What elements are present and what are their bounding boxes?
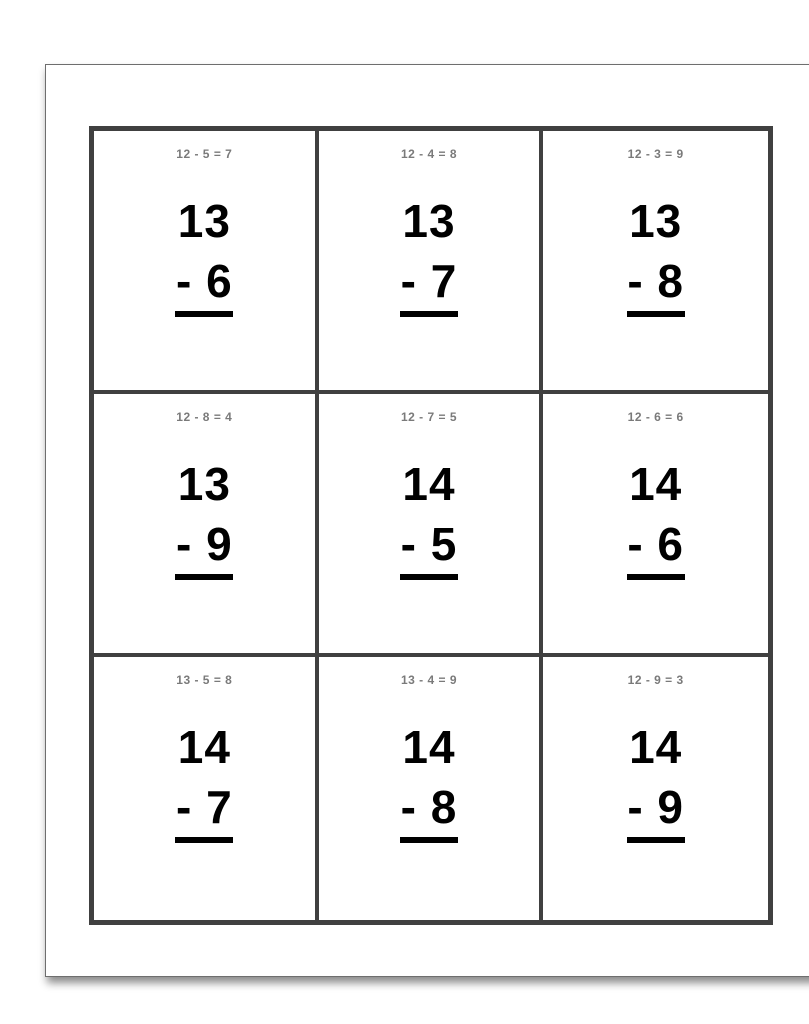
subtraction-problem [543,193,768,317]
minuend: 13 [629,195,683,247]
subtraction-problem [319,193,540,317]
flashcard [94,657,319,920]
answer-line [400,837,458,843]
subtrahend: - 8 [400,781,458,833]
flashcard [543,131,768,394]
minuend: 14 [629,721,683,773]
subtrahend: - 7 [400,255,458,307]
answer-line [627,311,685,317]
subtrahend: - 8 [627,255,684,307]
flashcard [319,657,544,920]
subtrahend: - 9 [175,518,233,570]
answer-line [627,574,685,580]
card-hint: 12 - 7 = 5 [400,410,458,424]
card-hint: 13 - 5 = 8 [176,673,233,687]
flashcard [94,394,319,657]
card-hint: 12 - 8 = 4 [176,410,233,424]
minuend: 14 [177,721,231,773]
flashcard [94,131,319,394]
subtrahend: - 9 [627,781,684,833]
subtrahend: - 5 [400,518,458,570]
flashcard [543,657,768,920]
answer-line [175,574,233,580]
minuend: 14 [402,458,456,510]
flashcard [543,394,768,657]
minuend: 13 [177,458,231,510]
answer-line [400,311,458,317]
card-hint: 12 - 4 = 8 [400,147,458,161]
flashcard [319,131,544,394]
card-hint: 12 - 9 = 3 [627,673,684,687]
answer-line [627,837,685,843]
card-hint: 12 - 6 = 6 [627,410,684,424]
answer-line [175,837,233,843]
card-hint: 12 - 5 = 7 [176,147,233,161]
flashcard-grid [89,126,773,925]
subtraction-problem [319,456,540,580]
minuend: 14 [629,458,683,510]
subtraction-problem [94,719,315,843]
answer-line [400,574,458,580]
subtrahend: - 6 [627,518,684,570]
minuend: 13 [402,195,456,247]
subtraction-problem [543,719,768,843]
flashcard [319,394,544,657]
subtraction-problem [94,193,315,317]
subtrahend: - 7 [175,781,233,833]
answer-line [175,311,233,317]
minuend: 13 [177,195,231,247]
subtraction-problem [543,456,768,580]
card-hint: 13 - 4 = 9 [400,673,458,687]
subtrahend: - 6 [175,255,233,307]
minuend: 14 [402,721,456,773]
card-hint: 12 - 3 = 9 [627,147,684,161]
subtraction-problem [319,719,540,843]
subtraction-problem [94,456,315,580]
